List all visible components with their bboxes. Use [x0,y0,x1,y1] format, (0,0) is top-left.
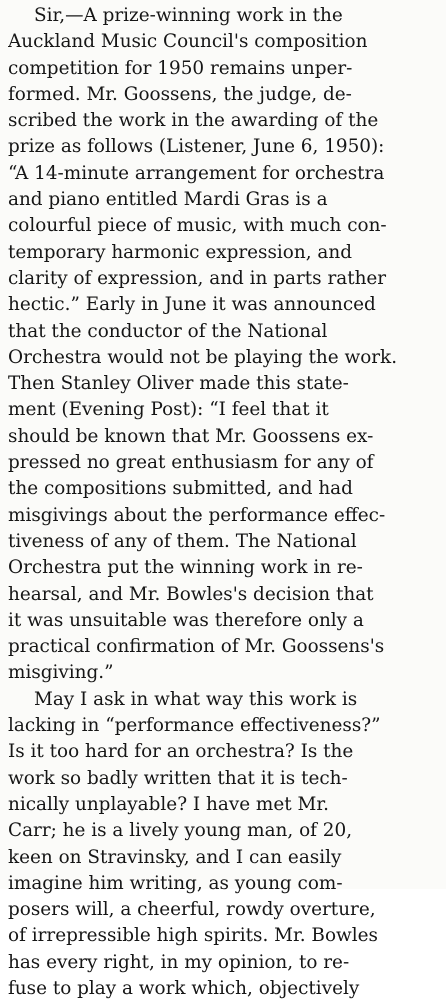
text-line: should be known that Mr. Goossens ex- [8,425,374,447]
text-line: “A 14-minute arrangement for orchestra [8,162,385,184]
text-line: Sir,—A prize-winning work in the [34,5,343,26]
text-line: misgiving.” [8,662,114,684]
text-line: of irrepressible high spirits. Mr. Bowles [8,925,378,947]
letter-column [8,3,438,1002]
text-line: hearsal, and Mr. Bowles's decision that [8,583,374,605]
paragraph-1 [8,3,438,687]
text-line: scribed the work in the awarding of the [8,110,379,132]
text-line: imagine him writing, as young com- [8,872,343,894]
paragraph-2 [8,687,438,1002]
text-line: Orchestra put the winning work in re- [8,557,363,579]
text-line: Then Stanley Oliver made this state- [8,373,349,395]
text-line: temporary harmonic expression, and [8,241,352,263]
text-line: that the conductor of the National [8,320,328,342]
text-line: colourful piece of music, with much con- [8,215,387,237]
text-line: has every right, in my opinion, to re- [8,951,350,973]
text-line: lacking in “performance effectiveness?” [8,715,381,737]
text-line: Auckland Music Council's composition [8,31,368,53]
text-line: tiveness of any of them. The National [8,530,357,552]
text-line: formed. Mr. Goossens, the judge, de- [8,83,352,105]
text-line: work so badly written that it is tech- [8,767,348,789]
text-line: and piano entitled Mardi Gras is a [8,189,328,211]
text-line: ment (Evening Post): “I feel that it [8,399,329,421]
text-line: prize as follows (Listener, June 6, 1950): [8,136,385,158]
text-line: nically unplayable? I have met Mr. [8,793,329,815]
text-line: Is it too hard for an orchestra? Is the [8,741,354,763]
text-line: fuse to play a work which, objectively [8,977,360,999]
text-line: Carr; he is a lively young man, of 20, [8,820,353,842]
text-line: hectic.” Early in June it was announced [8,294,376,316]
text-line: misgivings about the performance effec- [8,504,386,526]
text-line: keen on Stravinsky, and I can easily [8,846,342,868]
text-line: it was unsuitable was therefore only a [8,609,364,631]
text-line: Orchestra would not be playing the work. [8,346,398,368]
text-line: competition for 1950 remains unper- [8,57,353,79]
text-line: May I ask in what way this work is [34,688,358,710]
text-line: posers will, a cheerful, rowdy overture, [8,899,376,921]
text-line: the compositions submitted, and had [8,478,353,500]
text-line: practical confirmation of Mr. Goossens's [8,636,385,658]
text-line: pressed no great enthusiasm for any of [8,452,374,474]
text-line: clarity of expression, and in parts rather [8,267,387,289]
